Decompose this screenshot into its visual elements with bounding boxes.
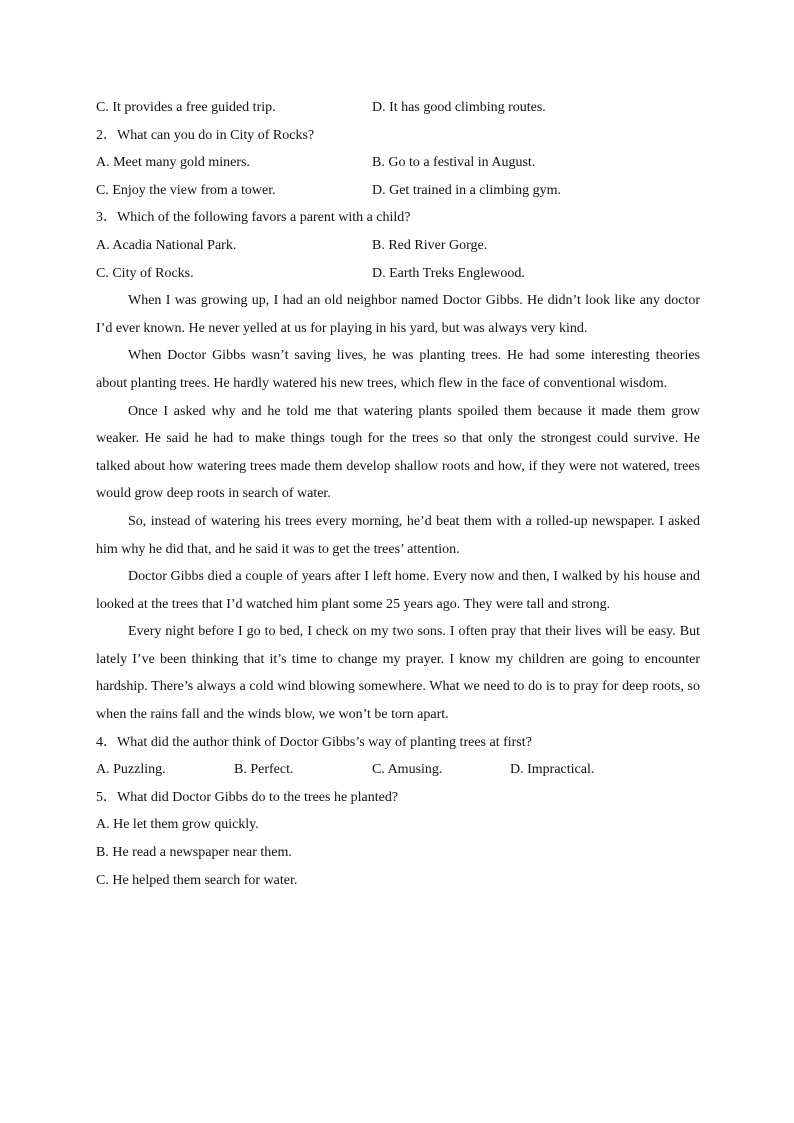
q3-options-ab — [96, 232, 700, 260]
q2-stem: 2．What can you do in City of Rocks? — [96, 127, 315, 143]
q1-option-c: C. It provides a free guided trip. — [96, 100, 276, 115]
q3-option-a: A. Acadia National Park. — [96, 237, 237, 253]
q5-option-c: C. He helped them search for water. — [96, 872, 298, 888]
q4-options — [96, 756, 700, 784]
q5-stem: 5．What did Doctor Gibbs do to the trees he planted? — [96, 789, 399, 805]
q3-option-c: C. City of Rocks. — [96, 265, 194, 281]
q2-options-ab — [96, 149, 700, 177]
q3-options-cd — [96, 260, 700, 288]
passage-paragraph: When Doctor Gibbs wasn’t saving lives, he was planting trees. He had some interesting theories about planting trees. He hardly watered his new trees, which flew in the face of conventional wisdom. — [96, 348, 700, 391]
q1-option-d: D. It has good climbing routes. — [372, 100, 546, 115]
q5-option-a: A. He let them grow quickly. — [96, 817, 259, 833]
q1-options-cd — [96, 94, 700, 122]
passage-paragraph: Every night before I go to bed, I check on my two sons. I often pray that their lives will be easy. But lately I’ve been thinking that it’s time to change my prayer. I know my children are going to encounter hardship. There’s always a cold wind blowing somewhere. What we need to do is to pray for deep roots, so when the rains fall and the winds blow, we won’t be torn apart. — [96, 624, 700, 723]
passage-paragraph: Once I asked why and he told me that watering plants spoiled them because it made them grow weaker. He said he had to make things tough for the trees so that only the strongest could survive. He talked about how watering trees made them develop shallow roots and how, if they were not watered, trees would grow deep roots in search of water. — [96, 403, 700, 502]
q3-option-b: B. Red River Gorge. — [372, 237, 488, 253]
exam-page — [96, 94, 700, 894]
passage-paragraph: Doctor Gibbs died a couple of years after I left home. Every now and then, I walked by his house and looked at the trees that I’d watched him plant some 25 years ago. They were tall and strong. — [96, 569, 700, 612]
q2-option-c: C. Enjoy the view from a tower. — [96, 182, 276, 198]
passage-paragraph: So, instead of watering his trees every morning, he’d beat them with a rolled-up newspaper. I asked him why he did that, and he said it was to get the trees’ attention. — [96, 513, 700, 557]
passage-paragraph: When I was growing up, I had an old neighbor named Doctor Gibbs. He didn’t look like any doctor I’d ever known. He never yelled at us for playing in his yard, but was always very kind. — [96, 293, 700, 336]
q4-option-b: B. Perfect. — [234, 762, 294, 778]
q2-option-a: A. Meet many gold miners. — [96, 155, 250, 171]
q4-option-c: C. Amusing. — [372, 762, 443, 778]
q3-stem: 3．Which of the following favors a parent with a child? — [96, 210, 411, 226]
q2-option-b: B. Go to a festival in August. — [372, 155, 536, 171]
q4-option-a: A. Puzzling. — [96, 762, 166, 778]
q4-stem: 4．What did the author think of Doctor Gibbs’s way of planting trees at first? — [96, 734, 532, 750]
reading-passage — [96, 287, 700, 729]
q4-option-d: D. Impractical. — [510, 762, 595, 778]
q2-options-cd — [96, 177, 700, 205]
q2-option-d: D. Get trained in a climbing gym. — [372, 182, 561, 198]
q5-option-b: B. He read a newspaper near them. — [96, 845, 292, 861]
q3-option-d: D. Earth Treks Englewood. — [372, 265, 525, 281]
